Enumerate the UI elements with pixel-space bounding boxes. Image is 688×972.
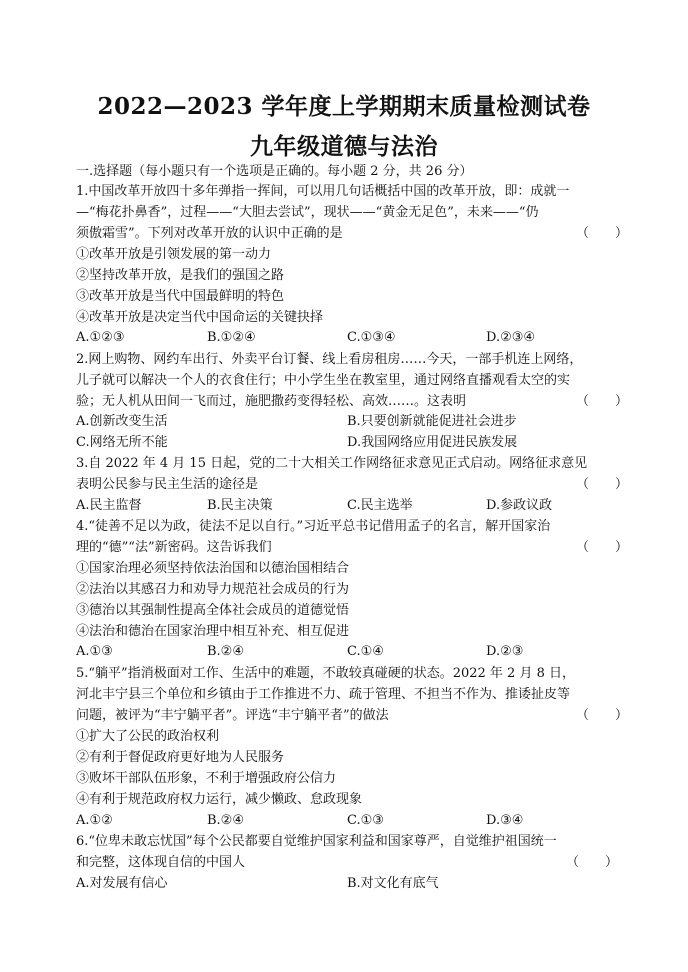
page-title: 2022—2023 学年度上学期期末质量检测试卷 <box>97 93 591 120</box>
q2-option-c: C.网络无所不能 <box>76 435 168 450</box>
q5-statement-1: ①扩大了公民的政治权利 <box>76 729 220 744</box>
q4-line2: 理的“德”“法”新密码。这告诉我们 <box>76 540 272 555</box>
q1-statement-3: ③改革开放是当代中国最鲜明的特色 <box>76 289 285 304</box>
q4-answer-paren: （ ） <box>576 540 629 555</box>
q2-option-d: D.我国网络应用促进民族发展 <box>347 435 518 450</box>
q5-line1: 5.“躺平”指消极面对工作、生活中的难题，不敢较真碰硬的状态。2022 年 2 月 8 日， <box>76 666 575 681</box>
q3-answer-paren: （ ） <box>576 477 629 492</box>
q2-option-a: A.创新改变生活 <box>76 414 168 429</box>
q2-line2: 儿子就可以解决一个人的衣食住行；中小学生坐在教室里，通过网络直播观看太空的实 <box>76 373 571 388</box>
q1-answer-paren: （ ） <box>576 226 629 241</box>
q5-option-d: D.③④ <box>486 813 524 828</box>
q3-option-b: B.民主决策 <box>207 498 273 513</box>
section-heading: 一.选择题（每小题只有一个选项是正确的。每小题 2 分，共 26 分） <box>76 164 473 179</box>
q1-line1: 1.中国改革开放四十多年弹指一挥间，可以用几句话概括中国的改革开放，即：成就一 <box>76 184 570 199</box>
q5-statement-3: ③败坏干部队伍形象，不利于增强政府公信力 <box>76 771 337 786</box>
q4-statement-2: ②法治以其感召力和劝导力规范社会成员的行为 <box>76 582 350 597</box>
q1-option-a: A.①②③ <box>76 330 125 345</box>
q4-option-d: D.②③ <box>486 644 524 659</box>
q1-statement-1: ①改革开放是引领发展的第一动力 <box>76 247 272 262</box>
q5-answer-paren: （ ） <box>576 708 629 723</box>
q1-option-c: C.①③④ <box>347 330 396 345</box>
q4-option-b: B.②④ <box>207 644 244 659</box>
q1-statement-2: ②坚持改革开放，是我们的强国之路 <box>76 268 285 283</box>
q3-option-a: A.民主监督 <box>76 498 142 513</box>
q1-statement-4: ④改革开放是决定当代中国命运的关键抉择 <box>76 310 324 325</box>
q2-answer-paren: （ ） <box>576 394 629 409</box>
q2-line3: 验；无人机从田间一飞而过，施肥撒药变得轻松、高效……。这表明 <box>76 394 467 409</box>
q5-option-a: A.①② <box>76 813 113 828</box>
q6-line2: 和完整，这体现自信的中国人 <box>76 855 246 870</box>
q3-option-d: D.参政议政 <box>486 498 553 513</box>
q4-line1: 4.“徒善不足以为政，徒法不足以自行。”习近平总书记借用孟子的名言，解开国家治 <box>76 519 551 534</box>
q6-option-b: B.对文化有底气 <box>347 876 439 891</box>
q1-option-b: B.①②④ <box>207 330 256 345</box>
q5-option-b: B.②④ <box>207 813 244 828</box>
q3-option-c: C.民主选举 <box>347 498 413 513</box>
q6-line1: 6.“位卑未敢忘忧国”每个公民都要自觉维护国家利益和国家尊严，自觉维护祖国统一 <box>76 834 557 849</box>
q4-statement-1: ①国家治理必须坚持依法治国和以德治国相结合 <box>76 561 350 576</box>
q1-option-d: D.②③④ <box>486 330 536 345</box>
q6-answer-paren: （ ） <box>566 855 619 870</box>
q4-statement-4: ④法治和德治在国家治理中相互补充、相互促进 <box>76 624 350 639</box>
q4-option-a: A.①③ <box>76 644 113 659</box>
q5-statement-2: ②有利于督促政府更好地为人民服务 <box>76 750 285 765</box>
q3-line1: 3.自 2022 年 4 月 15 日起，党的二十大相关工作网络征求意见正式启动。网络征求意见 <box>76 456 588 471</box>
q4-statement-3: ③德治以其强制性提高全体社会成员的道德觉悟 <box>76 603 350 618</box>
q1-line2: —“梅花扑鼻香”，过程——“大胆去尝试”，现状——“黄金无足色”，未来——“仍 <box>76 205 539 220</box>
q6-option-a: A.对发展有信心 <box>76 876 168 891</box>
q5-statement-4: ④有利于规范政府权力运行，减少懒政、怠政现象 <box>76 792 363 807</box>
q5-line3: 问题，被评为“丰宁躺平者”。评选“丰宁躺平者”的做法 <box>76 708 389 723</box>
q2-option-b: B.只要创新就能促进社会进步 <box>347 414 517 429</box>
q3-line2: 表明公民参与民主生活的途径是 <box>76 477 259 492</box>
q5-option-c: C.①③ <box>347 813 384 828</box>
page-subtitle: 九年级道德与法治 <box>250 133 438 160</box>
q1-line3: 须傲霜雪”。下列对改革开放的认识中正确的是 <box>76 226 343 241</box>
q2-line1: 2.网上购物、网约车出行、外卖平台订餐、线上看房租房……今天，一部手机连上网络， <box>76 352 583 367</box>
q4-option-c: C.①④ <box>347 644 384 659</box>
q5-line2: 河北丰宁县三个单位和乡镇由于工作推进不力、疏于管理、不担当不作为、推诿扯皮等 <box>76 687 571 702</box>
